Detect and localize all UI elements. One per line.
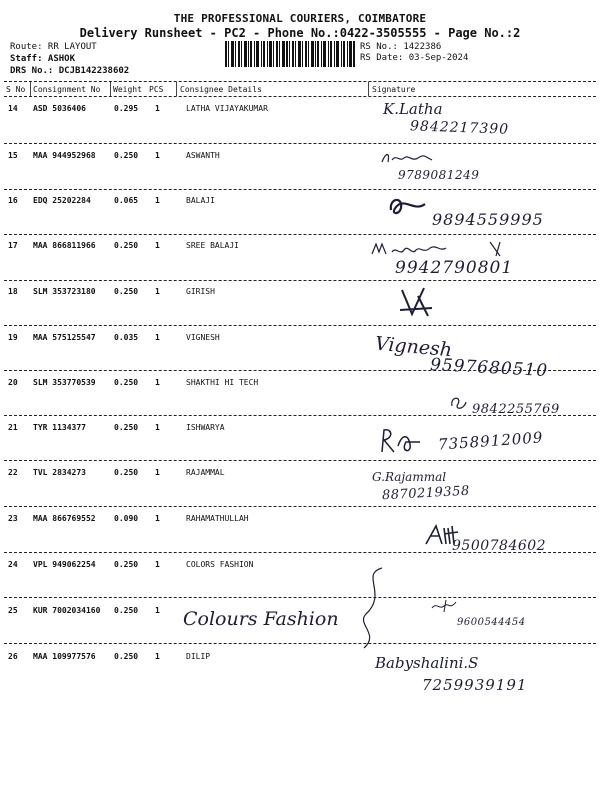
- signature-name: K.Latha: [383, 100, 443, 118]
- row-consignment: MAA 944952968: [33, 151, 96, 160]
- row-sno: 24: [8, 560, 18, 569]
- signature-scrawl: [378, 426, 438, 456]
- row-pcs: 1: [155, 514, 160, 523]
- signature-phone: 9597680510: [429, 354, 549, 382]
- row-consignment: MAA 866811966: [33, 241, 96, 250]
- row-consignment: EDQ 25202284: [33, 196, 91, 205]
- row-weight: 0.250: [114, 151, 139, 160]
- signature-name: G.Rajammal: [372, 470, 447, 484]
- row-consignee: DILIP: [186, 652, 211, 661]
- signature-scrawl: [378, 148, 438, 168]
- row-sno: 19: [8, 333, 18, 342]
- signature-phone: 9894559995: [432, 210, 544, 229]
- col-divider: [110, 82, 111, 96]
- header-bottom-rule: [4, 96, 596, 97]
- col-divider: [176, 82, 177, 96]
- row-consignment: MAA 575125547: [33, 333, 96, 342]
- row-rule: [4, 643, 596, 644]
- row-consignee: ASWANTH: [186, 151, 220, 160]
- row-pcs: 1: [155, 151, 160, 160]
- table-row: [0, 560, 600, 605]
- row-weight: 0.295: [114, 104, 139, 113]
- row-rule: [4, 143, 596, 144]
- signature-phone: 8870219358: [381, 483, 471, 504]
- row-sno: 21: [8, 423, 18, 432]
- row-consignee: BALAJI: [186, 196, 215, 205]
- row-rule: [4, 325, 596, 326]
- staff-label: Staff: ASHOK: [10, 54, 76, 64]
- row-pcs: 1: [155, 241, 160, 250]
- signature-phone: 9500784602: [452, 538, 547, 554]
- col-header-weight: Weight: [113, 85, 142, 94]
- row-weight: 0.250: [114, 468, 139, 477]
- row-weight: 0.250: [114, 652, 139, 661]
- rs-date: RS Date: 03-Sep-2024: [360, 53, 469, 63]
- col-divider: [30, 82, 31, 96]
- signature-phone: 7259939191: [422, 676, 528, 694]
- row-consignee: RAHAMATHULLAH: [186, 514, 249, 523]
- signature-scrawl: [430, 598, 460, 614]
- col-header-pcs: PCS: [149, 85, 164, 94]
- row-consignee: ISHWARYA: [186, 423, 225, 432]
- row-rule: [4, 189, 596, 190]
- row-rule: [4, 234, 596, 235]
- row-sno: 14: [8, 104, 18, 113]
- runsheet-subtitle: Delivery Runsheet - PC2 - Phone No.:0422-3505555 - Page No.:2: [79, 26, 521, 40]
- signature-scrawl: [385, 192, 435, 222]
- row-weight: 0.090: [114, 514, 139, 523]
- row-pcs: 1: [155, 333, 160, 342]
- signature-phone: 9842255769: [472, 402, 560, 417]
- col-divider: [368, 82, 369, 96]
- row-sno: 16: [8, 196, 18, 205]
- company-title: THE PROFESSIONAL COURIERS, COIMBATORE: [173, 12, 427, 25]
- header-top-rule: [4, 81, 596, 82]
- row-consignment: SLM 353723180: [33, 287, 96, 296]
- row-rule: [4, 506, 596, 507]
- row-pcs: 1: [155, 104, 160, 113]
- row-consignee: SREE BALAJI: [186, 241, 239, 250]
- route-label: Route: RR LAYOUT: [10, 42, 97, 52]
- signature-phone: 9789081249: [398, 168, 480, 182]
- row-consignee: COLORS FASHION: [186, 560, 254, 569]
- row-pcs: 1: [155, 652, 160, 661]
- row-weight: 0.250: [114, 606, 139, 615]
- col-header-consignee: Consignee Details: [180, 85, 262, 94]
- row-weight: 0.250: [114, 423, 139, 432]
- row-weight: 0.250: [114, 378, 139, 387]
- rs-number: RS No.: 1422386: [360, 42, 442, 52]
- row-pcs: 1: [155, 287, 160, 296]
- signature-phone: 7358912009: [437, 428, 544, 454]
- row-sno: 15: [8, 151, 18, 160]
- col-header-signature: Signature: [372, 85, 416, 94]
- signature-phone: 9842217390: [409, 118, 510, 138]
- col-header-consignment: Consignment No: [33, 85, 101, 94]
- row-pcs: 1: [155, 378, 160, 387]
- row-pcs: 1: [155, 606, 160, 615]
- row-consignment: TYR 1134377: [33, 423, 86, 432]
- row-consignment: MAA 866769552: [33, 514, 96, 523]
- row-consignment: SLM 353770539: [33, 378, 96, 387]
- row-consignee: SHAKTHI HI TECH: [186, 378, 259, 387]
- row-weight: 0.250: [114, 287, 139, 296]
- row-weight: 0.250: [114, 560, 139, 569]
- signature-phone: 9942790801: [395, 258, 514, 278]
- row-consignment: MAA 109977576: [33, 652, 96, 661]
- row-sno: 25: [8, 606, 18, 615]
- col-header-sno: S No: [6, 85, 26, 94]
- row-weight: 0.250: [114, 241, 139, 250]
- row-pcs: 1: [155, 196, 160, 205]
- row-weight: 0.065: [114, 196, 139, 205]
- row-sno: 22: [8, 468, 18, 477]
- row-consignee: GIRISH: [186, 287, 215, 296]
- signature-scrawl: [370, 238, 520, 260]
- row-consignment: TVL 2834273: [33, 468, 86, 477]
- row-sno: 23: [8, 514, 18, 523]
- row-consignment: ASD 5036406: [33, 104, 86, 113]
- signature-name: Colours Fashion: [183, 608, 339, 630]
- signature-scrawl: [352, 564, 392, 654]
- row-weight: 0.035: [114, 333, 139, 342]
- barcode-image: [225, 41, 355, 67]
- row-pcs: 1: [155, 423, 160, 432]
- row-sno: 18: [8, 287, 18, 296]
- row-rule: [4, 460, 596, 461]
- row-pcs: 1: [155, 468, 160, 477]
- row-consignee: LATHA VIJAYAKUMAR: [186, 104, 268, 113]
- row-sno: 17: [8, 241, 18, 250]
- row-consignee: VIGNESH: [186, 333, 220, 342]
- signature-name: Babyshalini.S: [375, 654, 479, 672]
- row-rule: [4, 597, 596, 598]
- signature-name: Vignesh: [374, 332, 453, 362]
- signature-phone: 9600544454: [457, 617, 526, 628]
- row-rule: [4, 280, 596, 281]
- drs-number: DRS No.: DCJB142238602: [10, 66, 130, 76]
- signature-scrawl: [448, 394, 470, 412]
- row-pcs: 1: [155, 560, 160, 569]
- row-consignment: KUR 7002034160: [33, 606, 101, 615]
- row-sno: 26: [8, 652, 18, 661]
- row-consignee: RAJAMMAL: [186, 468, 225, 477]
- row-sno: 20: [8, 378, 18, 387]
- row-consignment: VPL 949062254: [33, 560, 96, 569]
- signature-scrawl: [398, 286, 438, 318]
